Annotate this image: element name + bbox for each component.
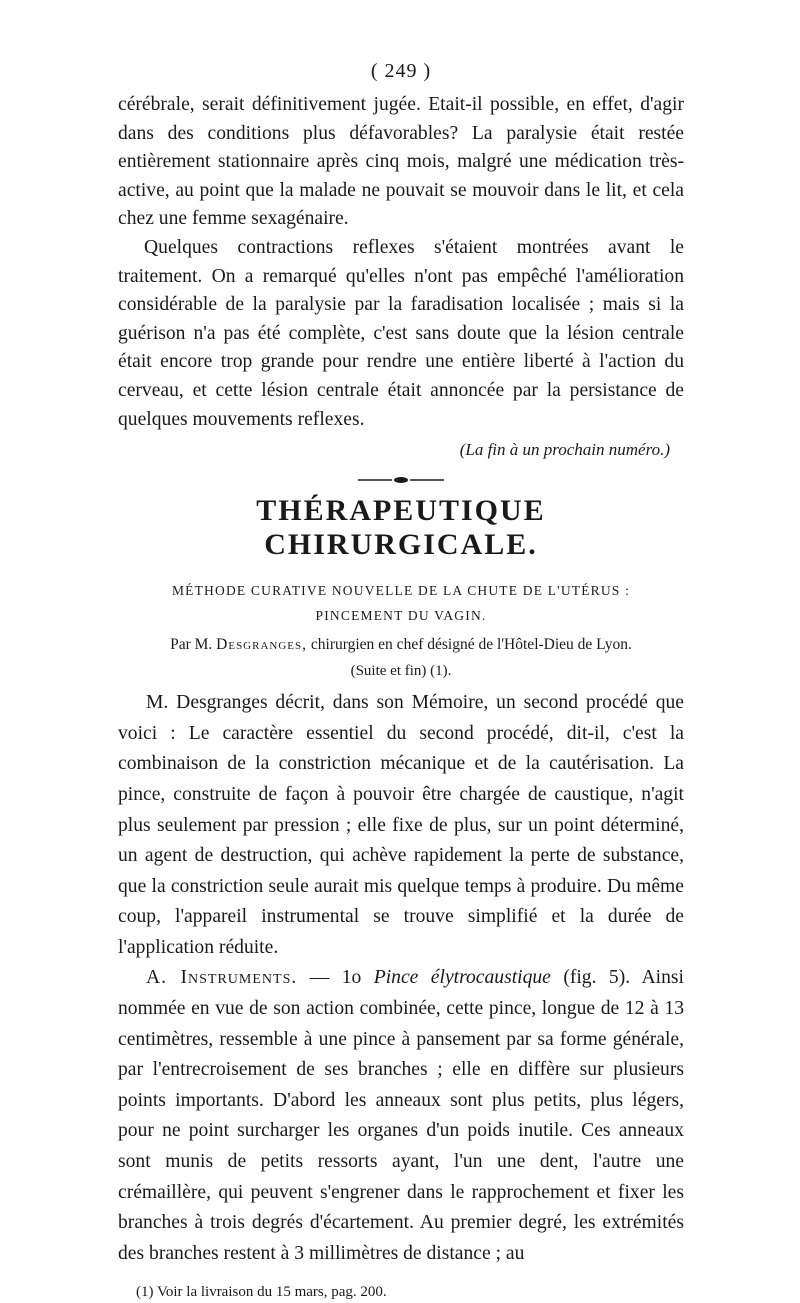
byline-author: Desgranges, [216, 636, 308, 654]
article-title-line-2: PINCEMENT DU VAGIN. [315, 608, 487, 624]
ornamental-rule [118, 476, 684, 484]
footnote: (1) Voir la livraison du 15 mars, pag. 200. [136, 1284, 387, 1301]
instrument-number: 1o [341, 967, 362, 989]
section-title: THÉRAPEUTIQUE CHIRURGICALE. [256, 494, 546, 562]
instrument-name: Pince élytrocaustique [373, 967, 551, 989]
instrument-description: (fig. 5). Ainsi nommée en vue de son action combinée, cette pince, longue de 12 à 13 centimètres, ressemble à une pince à pansement par sa forme générale, par l'entrecroisement de ses branches ; elle en diffère sur plusieurs points importants. D'abord les anneaux sont plus petits, plus légers, pour ne point surcharger les organes d'un poids inutile. Ces anneaux sont munis de petits ressorts ayant, l'un une dent, l'autre une crémaillère, qui peuvent s'engrener dans le rapprochement et fixer les branches à trois degrés d'écartement. Au premier degré, les extrémités des branches restent à 3 millimètres de distance ; au [118, 967, 684, 1264]
byline-prefix: Par M. [170, 636, 213, 654]
article-title-line-1: MÉTHODE CURATIVE NOUVELLE DE LA CHUTE DE L'UTÉRUS : [171, 583, 631, 599]
instruments-dash: — [309, 967, 330, 989]
instruments-label: A. Instruments. [146, 967, 298, 989]
to-be-continued-note: (La fin à un prochain numéro.) [459, 440, 670, 460]
divider-ornament-icon [356, 476, 446, 484]
article-paragraph-2 [118, 963, 684, 1269]
continued-paragraph: cérébrale, serait définitivement jugée. Etait-il possible, en effet, d'agir dans des conditions plus défavorables? La paralysie était restée entièrement stationnaire après cinq mois, malgré une médication très-active, au point que la malade ne pouvait se mouvoir dans le lit, et cela chez une femme sexagénaire. [118, 94, 684, 230]
page-number: ( 249 ) [370, 60, 432, 82]
reflex-paragraph: Quelques contractions reflexes s'étaient montrées avant le traitement. On a remarqué qu'elles n'ont pas empêché l'amélioration considérable de la paralysie par la faradisation localisée ; mais si la guérison n'a pas été complète, c'est sans doute que la lésion centrale était encore trop grande pour rendre une entière liberté à l'action du cerveau, et cette lésion centrale était annoncée par la persistance de quelques mouvements reflexes. [118, 236, 684, 430]
article-paragraph-1: M. Desgranges décrit, dans son Mémoire, un second procédé que voici : Le caractère essentiel du second procédé, dit-il, c'est la combinaison de la constriction mécanique et de la cautérisation. La pince, construite de façon à pouvoir être chargée de caustique, n'agit plus seulement par pression ; elle fixe de plus, sur un point déterminé, un agent de destruction, qui achève rapidement la perte de substance, que la constriction seule aurait mis quelque temps à produire. Du même coup, l'appareil instrumental se trouve simplifié et la durée de l'application réduite. [118, 692, 684, 958]
byline [118, 632, 684, 658]
byline-rest: chirurgien en chef désigné de l'Hôtel-Dieu de Lyon. [310, 636, 632, 654]
book-page [118, 60, 684, 1303]
continuation-note: (Suite et fin) (1). [350, 663, 452, 680]
